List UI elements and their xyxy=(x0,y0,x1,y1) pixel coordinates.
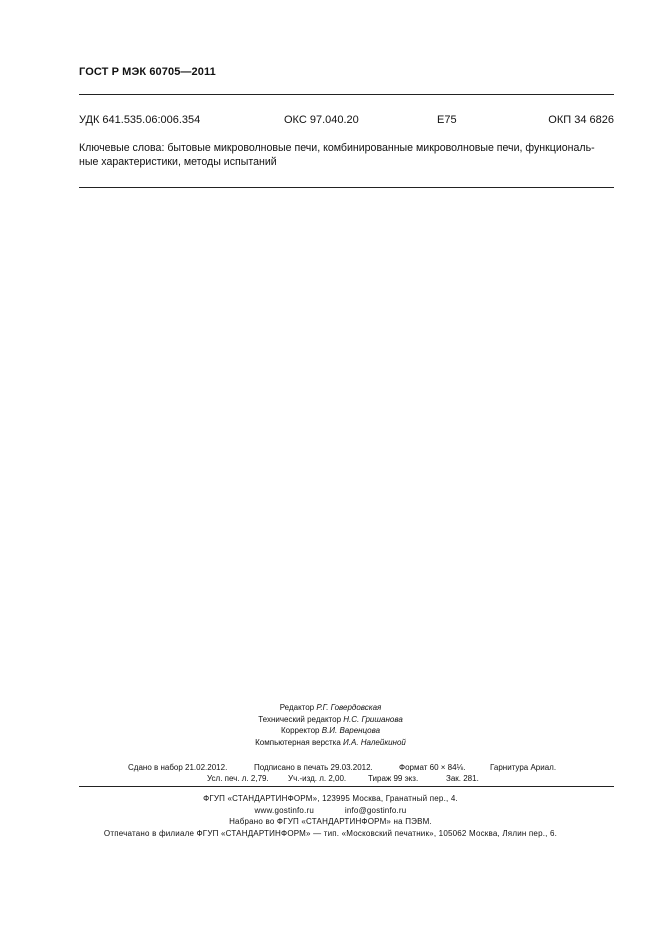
publisher-email-link[interactable]: info@gostinfo.ru xyxy=(344,805,407,815)
layout-line xyxy=(0,737,661,749)
typeface: Гарнитура Ариал. xyxy=(490,763,557,772)
tech-editor-name: Н.С. Гришанова xyxy=(343,714,403,724)
publisher-block xyxy=(0,793,661,839)
keywords-line-1: Ключевые слова: бытовые микроволновые печи, комбинированные микроволновые печи, функциональ- xyxy=(79,142,595,154)
layout-name: И.А. Налейкиной xyxy=(343,738,406,748)
editor-line xyxy=(0,702,661,714)
layout-label: Компьютерная верстка xyxy=(255,738,341,748)
corrector-label: Корректор xyxy=(280,726,320,736)
udk-code: УДК 641.535.06:006.354 xyxy=(79,114,201,126)
typeset-info: Набрано во ФГУП «СТАНДАРТИНФОРМ» на ПЭВМ. xyxy=(229,817,432,827)
e-code: Е75 xyxy=(437,114,457,126)
tirazh: Тираж 99 экз. xyxy=(368,774,419,783)
okp-code: ОКП 34 6826 xyxy=(548,114,614,126)
sent-date: Сдано в набор 21.02.2012. xyxy=(128,763,228,772)
publisher-divider xyxy=(79,786,614,787)
publisher-site-link[interactable]: www.gostinfo.ru xyxy=(254,805,314,815)
oks-code: ОКС 97.040.20 xyxy=(284,114,359,126)
credits-block xyxy=(0,702,661,749)
keywords-divider xyxy=(79,187,614,188)
signed-date: Подписано в печать 29.03.2012. xyxy=(254,763,373,772)
usl-pech-l: Усл. печ. л. 2,79. xyxy=(207,774,269,783)
corrector-name: В.И. Варенцова xyxy=(321,726,381,736)
tech-editor-label: Технический редактор xyxy=(258,714,342,724)
paper-format: Формат 60 × 84⅛. xyxy=(399,763,466,772)
editor-label: Редактор xyxy=(279,703,315,712)
publisher-contacts xyxy=(0,805,661,817)
tech-editor-line xyxy=(0,714,661,726)
uch-izd-l: Уч.-изд. л. 2,00. xyxy=(288,774,347,783)
corrector-line xyxy=(0,725,661,737)
keywords-block xyxy=(79,141,615,169)
zakaz: Зак. 281. xyxy=(446,774,479,783)
top-divider xyxy=(79,94,614,95)
editor-name: Р.Г. Говердовская xyxy=(316,703,382,712)
printed-info: Отпечатано в филиале ФГУП «СТАНДАРТИНФОРМ» — тип. «Московский печатник», 105062 Москва, Лялин пер., 6. xyxy=(103,828,558,838)
publisher-address: ФГУП «СТАНДАРТИНФОРМ», 123995 Москва, Гранатный пер., 4. xyxy=(203,794,458,803)
keywords-line-2: ные характеристики, методы испытаний xyxy=(79,156,277,168)
document-code: ГОСТ Р МЭК 60705—2011 xyxy=(79,66,216,78)
